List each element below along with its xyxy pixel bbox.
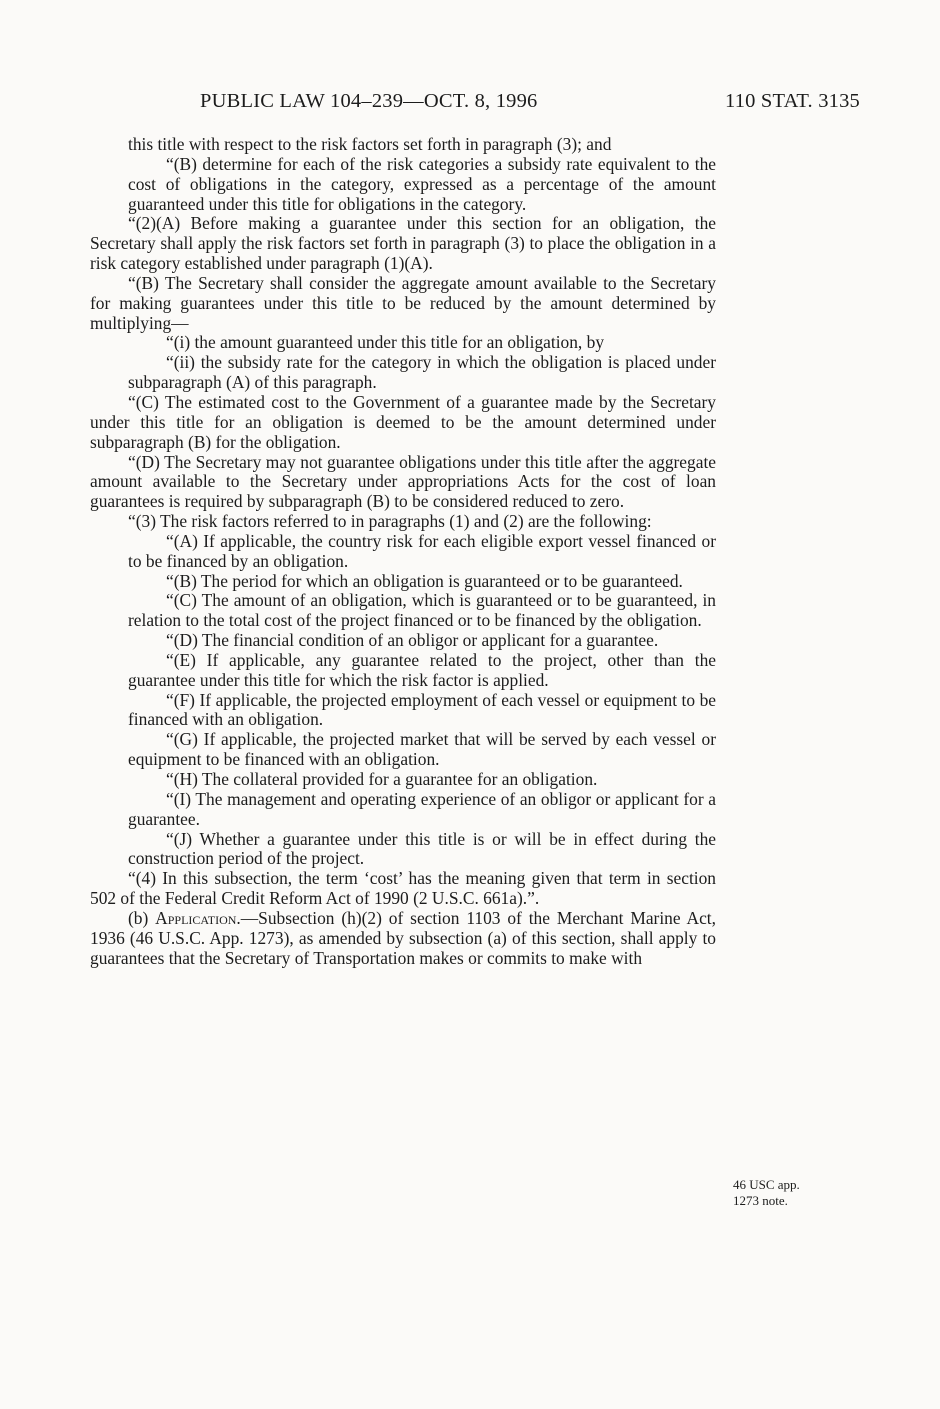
running-header [0, 90, 940, 120]
risk-factor-D: “(D) The financial condition of an obligor or applicant for a guarantee. [166, 630, 659, 651]
clause-i: “(i) the amount guaranteed under this title for an obligation, by [166, 332, 605, 353]
risk-factor-H: “(H) The collateral provided for a guarantee for an obligation. [166, 769, 598, 789]
paragraph-2-A: “(2)(A) Before making a guarantee under this section for an obligation, the Secretary shall apply the risk factors set forth in paragraph (3) to place the obligation in a risk category established under paragraph (1)(A). [90, 213, 716, 274]
risk-factor-I: “(I) The management and operating experience of an obligor or applicant for a guarantee. [128, 788, 716, 829]
paragraph-continuation: this title with respect to the risk factors set forth in paragraph (3); and [128, 134, 612, 154]
margin-note-line-1: 46 USC app. [733, 1177, 800, 1192]
header-stat-page: 110 STAT. 3135 [725, 90, 860, 112]
clause-ii: “(ii) the subsidy rate for the category in which the obligation is placed under subparagraph (A) of this paragraph. [128, 352, 716, 393]
risk-factor-E: “(E) If applicable, any guarantee related to the project, other than the guarantee under this title for which the risk factor is applied. [128, 649, 716, 690]
risk-factor-J: “(J) Whether a guarantee under this title is or will be in effect during the construction period of the project. [128, 828, 716, 869]
statute-text [90, 135, 716, 968]
margin-citation-note [733, 1177, 843, 1209]
risk-factor-C: “(C) The amount of an obligation, which is guaranteed or to be guaranteed, in relation to the total cost of the project financed or to be financed by the obligation. [128, 590, 716, 631]
risk-factor-A: “(A) If applicable, the country risk for each eligible export vessel financed or to be financed by an obligation. [128, 530, 716, 571]
paragraph-4: “(4) In this subsection, the term ‘cost’ has the meaning given that term in section 502 of the Federal Credit Reform Act of 1990 (2 U.S.C. 661a).”. [90, 868, 716, 909]
subsection-b-heading: Application [155, 907, 237, 928]
risk-factor-G: “(G) If applicable, the projected market that will be served by each vessel or equipment to be financed with an obligation. [128, 729, 716, 770]
subsection-b-lead: (b) [128, 907, 156, 928]
paragraph-2-D: “(D) The Secretary may not guarantee obligations under this title after the aggregate amount available to the Secretary under appropriations Acts for the cost of loan guarantees is required by subparagraph (B) to be considered reduced to zero. [90, 451, 716, 512]
risk-factor-F: “(F) If applicable, the projected employment of each vessel or equipment to be financed with an obligation. [128, 689, 716, 730]
header-title: PUBLIC LAW 104–239—OCT. 8, 1996 [200, 90, 538, 112]
paragraph-3: “(3) The risk factors referred to in paragraphs (1) and (2) are the following: [128, 511, 652, 532]
margin-note-line-2: 1273 note. [733, 1193, 788, 1208]
paragraph-2-B: “(B) The Secretary shall consider the aggregate amount available to the Secretary for making guarantees under this title to be reduced by the amount determined by multiplying— [90, 272, 716, 333]
subsection-b-text: .—Subsection (h)(2) of section 1103 of the Merchant Marine Act, 1936 (46 U.S.C. App. 1273), as amended by subsection (a) of this section, shall apply to guarantees that the Secretary of Transportation makes or commits to make with [90, 907, 716, 968]
paragraph-1-B: “(B) determine for each of the risk categories a subsidy rate equivalent to the cost of obligations in the category, expressed as a percentage of the amount guaranteed under this title for obligations in the category. [128, 153, 716, 214]
paragraph-2-C: “(C) The estimated cost to the Government of a guarantee made by the Secretary under this title for an obligation is deemed to be the amount determined under subparagraph (B) for the obligation. [90, 391, 716, 452]
subsection-b [90, 909, 716, 969]
risk-factor-B: “(B) The period for which an obligation is guaranteed or to be guaranteed. [166, 570, 683, 591]
